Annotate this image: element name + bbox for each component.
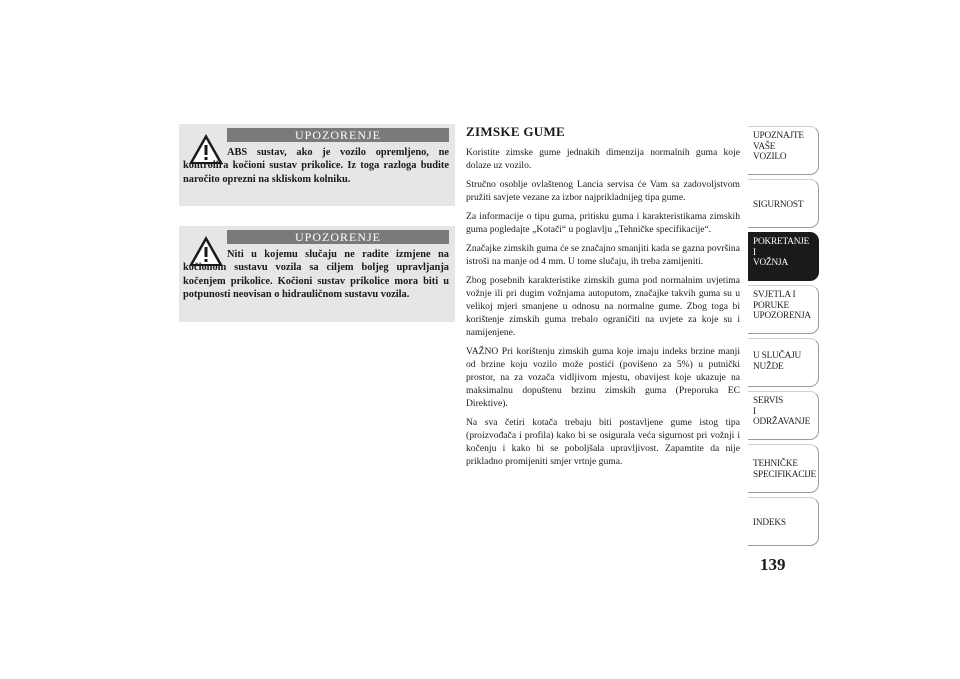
tab-label: I <box>753 406 756 417</box>
tab-pokretanje-i-voznja[interactable] <box>748 232 819 281</box>
chapter-tabs <box>748 126 820 550</box>
tab-label: NUŽDE <box>753 361 784 372</box>
tab-label: ODRŽAVANJE <box>753 417 811 427</box>
tab-label: POKRETANJE <box>753 237 810 247</box>
tab-label: U SLUČAJU <box>753 351 802 361</box>
tab-label: SIGURNOST <box>753 200 804 210</box>
paragraph: Koristite zimske gume jednakih dimenzija normalnih guma koje dolaze uz vozilo. <box>466 147 740 171</box>
tab-upoznajte-vase-vozilo[interactable] <box>748 126 819 175</box>
tab-label: VOZILO <box>753 152 787 162</box>
tab-label: UPOZORENJA <box>753 311 811 321</box>
warning-header: UPOZORENJE <box>227 128 449 142</box>
paragraph: Zbog posebnih karakteristike zimskih guma pod normalnim uvjetima vožnje ili pri dugim vožnjama autoputom, značajke takvih guma su u velikoj mjeri smanjene u odnosu na normalne gume. Zbog toga bi korištenje zimskih guma trebalo ograničiti na uvjete za koje su i namijenjene. <box>466 275 740 338</box>
paragraph: Na sva četiri kotača trebaju biti postavljene gume istog tipa (proizvođača i profila) kako bi se osigurala veća sigurnost pri vožnji i kočenju i kako bi se poboljšala upravljivost. Zapamtite da nije prikladno promijeniti smjer vrtnje guma. <box>466 417 740 467</box>
warning-text: ABS sustav, ako je vozilo opremljeno, ne kontrolira kočioni sustav prikolice. Iz toga razloga budite naročito oprezni na skliskom kolniku. <box>183 147 449 185</box>
section-content <box>466 124 740 474</box>
page-number: 139 <box>760 555 786 574</box>
tab-label: TEHNIČKE <box>753 459 798 469</box>
tab-label: VAŠE <box>753 141 776 152</box>
tab-servis-i-odrzavanje[interactable] <box>748 391 819 440</box>
tab-indeks[interactable] <box>748 497 819 546</box>
warning-text: Niti u kojemu slučaju ne radite izmjene na kočionom sustavu vozila sa ciljem boljeg upravljanja kočenjem prikolice. Kočioni sustav prikolice mora biti u potpunosti neovisan o hidrauličnom sustavu vozila. <box>183 249 449 301</box>
warning-box <box>179 226 455 322</box>
warning-header: UPOZORENJE <box>227 230 449 244</box>
tab-label: VOŽNJA <box>753 258 788 268</box>
paragraph: VAŽNO Pri korištenju zimskih guma koje imaju indeks brzine manji od brzine koju vozilo može postići (povišeno za 5%) u putnički prostor, na za vozača vidljivom mjestu, obavijest koje ukazuje na maksimalnu dopuštenu brzinu zimskih guma (Preporuka EC Direktive). <box>466 346 740 409</box>
warning-box <box>179 124 455 206</box>
tab-label: SERVIS <box>753 396 784 406</box>
tab-label: UPOZNAJTE <box>753 131 804 141</box>
tab-label: INDEKS <box>753 518 786 528</box>
section-title: ZIMSKE GUME <box>466 124 566 139</box>
tab-sigurnost[interactable] <box>748 179 819 228</box>
tab-svjetla-i-poruke-upozorenja[interactable] <box>748 285 819 334</box>
tab-tehnicke-specifikacije[interactable] <box>748 444 819 493</box>
tab-u-slucaju-nuzde[interactable] <box>748 338 819 387</box>
tab-label: SPECIFIKACIJE <box>753 469 817 480</box>
paragraph: Za informacije o tipu guma, pritisku guma i karakteristikama zimskih guma pogledajte „Kotači“ u poglavlju „Tehničke specifikacije“. <box>466 211 740 235</box>
tab-label: I <box>753 247 756 258</box>
tab-label: PORUKE <box>753 300 789 311</box>
tab-label: SVJETLA I <box>753 290 796 300</box>
paragraph: Stručno osoblje ovlaštenog Lancia servisa će Vam sa zadovoljstvom pružiti savjete vezane za izbor najprikladnijeg tipa gume. <box>466 179 740 203</box>
paragraph: Značajke zimskih guma će se značajno smanjiti kada se gazna površina istroši na manje od 4 mm. U tome slučaju, ih treba zamijeniti. <box>466 243 740 267</box>
